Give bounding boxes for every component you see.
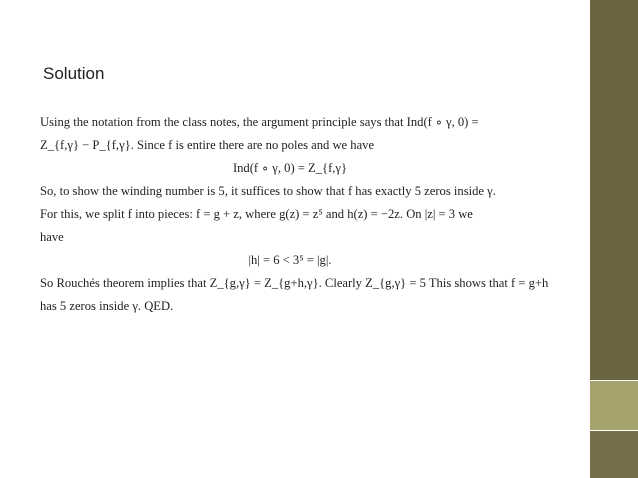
text-line: So, to show the winding number is 5, it suffices to show that f has exactly 5 zeros inside γ. — [40, 184, 496, 198]
sidebar-light-block — [590, 380, 638, 430]
sidebar-lower-block — [590, 430, 638, 478]
equation-line: |h| = 6 < 3⁵ = |g|. — [248, 253, 332, 267]
equation-line: Ind(f ∘ γ, 0) = Z_{f,γ} — [232, 161, 348, 175]
slide-title: Solution — [43, 64, 105, 83]
sidebar-divider — [590, 430, 638, 431]
sidebar-dark-block — [590, 0, 638, 380]
text-line: Using the notation from the class notes, the argument principle says that Ind(f ∘ γ, 0) = — [40, 115, 479, 129]
sidebar-divider — [590, 380, 638, 381]
text-line: has 5 zeros inside γ. QED. — [40, 299, 174, 313]
decorative-sidebar — [590, 0, 638, 478]
text-line: Z_{f,γ} − P_{f,γ}. Since f is entire there are no poles and we have — [40, 138, 375, 152]
solution-text — [40, 113, 549, 320]
text-line: So Rouchés theorem implies that Z_{g,γ} = Z_{g+h,γ}. Clearly Z_{g,γ} = 5 This shows that f = g+h — [40, 276, 549, 290]
text-line: For this, we split f into pieces: f = g + z, where g(z) = z⁵ and h(z) = −2z. On |z| = 3 we — [40, 207, 473, 221]
text-line: have — [40, 230, 64, 244]
